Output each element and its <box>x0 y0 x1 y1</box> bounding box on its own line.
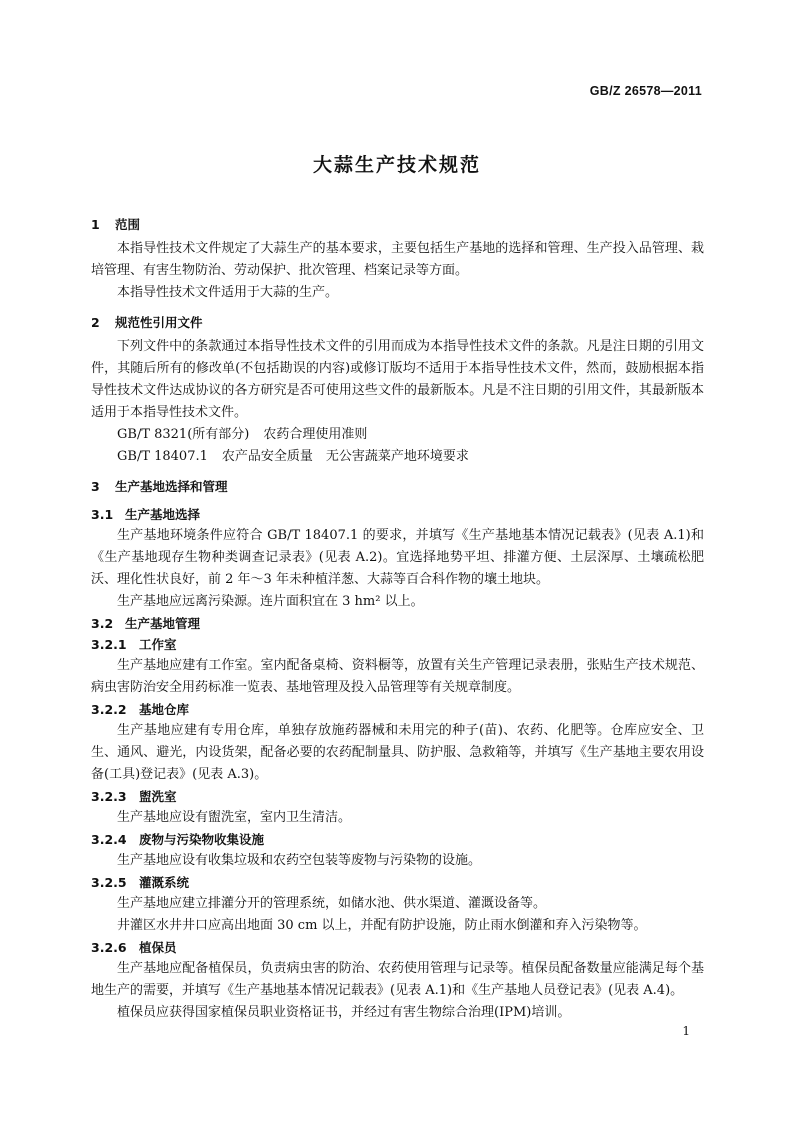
reference-code: GB/T 18407.1 <box>117 449 208 464</box>
subsection-heading-3-2 <box>91 613 704 634</box>
clause-heading-3-2-4 <box>91 829 704 850</box>
paragraph: 生产基地应设有收集垃圾和农药空包装等废物与污染物的设施。 <box>117 853 482 868</box>
clause-title: 工作室 <box>139 637 177 652</box>
paragraph: 生产基地应建有工作室。室内配备桌椅、资料橱等，放置有关生产管理记录表册，张贴生产技术规范、病虫害防治安全用药标准一览表、基地管理及投入品管理等有关规章制度。 <box>91 658 704 695</box>
paragraph: 本指导性技术文件规定了大蒜生产的基本要求，主要包括生产基地的选择和管理、生产投入品管理、栽培管理、有害生物防治、劳动保护、批次管理、档案记录等方面。 <box>91 241 704 278</box>
clause-title: 废物与污染物收集设施 <box>139 832 265 847</box>
subsection-title: 生产基地选择 <box>125 507 201 522</box>
paragraph: 植保员应获得国家植保员职业资格证书，并经过有害生物综合治理(IPM)培训。 <box>117 1005 571 1020</box>
paragraph: 生产基地应设有盥洗室，室内卫生清洁。 <box>117 810 352 825</box>
reference-title: 农药合理使用准则 <box>263 427 368 442</box>
section-number: 1 <box>91 217 100 232</box>
clause-number: 3.2.1 <box>91 637 127 652</box>
page-number: 1 <box>682 1024 690 1038</box>
section-title: 生产基地选择和管理 <box>115 479 228 494</box>
section-number: 2 <box>91 315 100 330</box>
reference-item <box>91 446 704 468</box>
reference-title: 农产品安全质量 无公害蔬菜产地环境要求 <box>221 449 469 464</box>
clause-heading-3-2-2 <box>91 699 704 720</box>
paragraph: 生产基地应建立排灌分开的管理系统，如储水池、供水渠道、灌溉设备等。 <box>117 896 547 911</box>
document-body <box>91 214 704 1024</box>
clause-number: 3.2.3 <box>91 789 127 804</box>
paragraph: 生产基地环境条件应符合 GB/T 18407.1 的要求，并填写《生产基地基本情况记载表》(见表 A.1)和《生产基地现存生物种类调查记录表》(见表 A.2)。宜选择地势平坦、排灌方便、土层深厚、土壤疏松肥沃、理化性状良好，前 2 年～3 年未种植洋葱、大蒜等百合科作物的壤土地块。 <box>91 528 704 587</box>
paragraph: 下列文件中的条款通过本指导性技术文件的引用而成为本指导性技术文件的条款。凡是注日期的引用文件，其随后所有的修改单(不包括勘误的内容)或修订版均不适用于本指导性技术文件，然而，鼓励根据本指导性技术文件达成协议的各方研究是否可使用这些文件的最新版本。凡是不注日期的引用文件，其最新版本适用于本指导性技术文件。 <box>91 339 704 420</box>
section-heading-2 <box>91 312 704 334</box>
clause-number: 3.2.6 <box>91 940 127 955</box>
paragraph: 生产基地应配备植保员，负责病虫害的防治、农药使用管理与记录等。植保员配备数量应能满足每个基地生产的需要，并填写《生产基地基本情况记载表》(见表 A.1)和《生产基地人员登记表》(见表 A.4)。 <box>91 961 704 998</box>
clause-title: 基地仓库 <box>139 702 190 717</box>
section-number: 3 <box>91 479 100 494</box>
clause-number: 3.2.2 <box>91 702 127 717</box>
clause-title: 灌溉系统 <box>139 875 190 890</box>
subsection-number: 3.1 <box>91 507 114 522</box>
reference-item <box>91 424 704 446</box>
subsection-number: 3.2 <box>91 616 114 631</box>
clause-heading-3-2-1 <box>91 634 704 655</box>
paragraph: 生产基地应建有专用仓库，单独存放施药器械和未用完的种子(苗)、农药、化肥等。仓库应安全、卫生、通风、避光，内设货架，配备必要的农药配制量具、防护服、急救箱等，并填写《生产基地主要农用设备(工具)登记表》(见表 A.3)。 <box>91 723 704 782</box>
section-heading-3 <box>91 476 704 498</box>
document-title: 大蒜生产技术规范 <box>312 154 481 176</box>
clause-number: 3.2.4 <box>91 832 127 847</box>
reference-code: GB/T 8321(所有部分) <box>117 427 250 442</box>
clause-heading-3-2-3 <box>91 786 704 807</box>
subsection-title: 生产基地管理 <box>125 616 201 631</box>
clause-heading-3-2-6 <box>91 937 704 958</box>
paragraph: 本指导性技术文件适用于大蒜的生产。 <box>117 285 339 300</box>
paragraph: 生产基地应远离污染源。连片面积宜在 3 hm² 以上。 <box>117 594 424 609</box>
standard-code: GB/Z 26578—2011 <box>589 84 702 98</box>
clause-title: 盥洗室 <box>139 789 177 804</box>
clause-title: 植保员 <box>139 940 177 955</box>
section-title: 规范性引用文件 <box>115 315 203 330</box>
clause-number: 3.2.5 <box>91 875 127 890</box>
clause-heading-3-2-5 <box>91 872 704 893</box>
subsection-heading-3-1 <box>91 504 704 525</box>
section-title: 范围 <box>115 217 141 232</box>
paragraph: 井灌区水井井口应高出地面 30 cm 以上，并配有防护设施，防止雨水倒灌和弃入污染物等。 <box>117 918 647 933</box>
section-heading-1 <box>91 214 704 236</box>
